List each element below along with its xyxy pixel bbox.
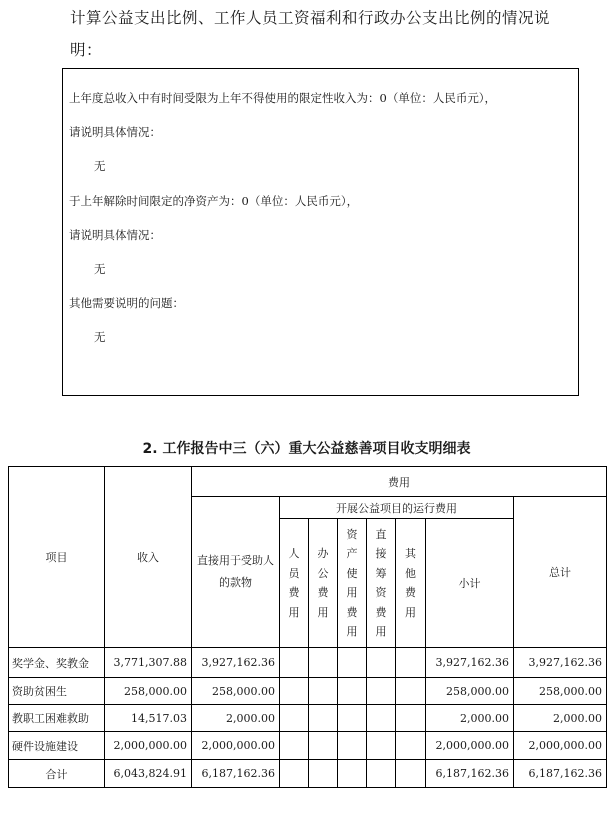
row-fundraising [367,648,396,678]
row-asset [338,648,367,678]
other-char: 用 [405,605,416,619]
office-char: 费 [317,586,329,599]
row-income: 258,000.00 [105,678,192,705]
fundraising-char: 接 [375,547,387,560]
row-office [309,760,338,788]
row-other [396,732,426,760]
row-direct: 3,927,162.36 [192,648,280,678]
office-char: 办 [317,547,329,560]
row-asset [338,678,367,705]
explanation-box [62,68,579,396]
table-row [9,678,607,705]
row-asset [338,732,367,760]
other-char: 费 [405,586,416,599]
table-row-total [9,760,607,788]
project-expense-table [8,466,607,788]
row-total: 6,187,162.36 [514,760,607,788]
row-asset [338,760,367,788]
row-personnel [280,648,309,678]
row-subtotal: 258,000.00 [426,678,514,705]
row-fundraising [367,732,396,760]
intro-line-1: 计算公益支出比例、工作人员工资福利和行政办公支出比例的情况说 [70,9,551,27]
restricted-income-line: 上年度总收入中有时间受限为上年不得使用的限定性收入为：0（单位：人民币元）， [69,91,497,105]
table-row [9,732,607,760]
header-expense: 费用 [192,467,607,497]
row-office [309,678,338,705]
intro-line-2: 明： [70,41,103,59]
header-asset [338,519,367,648]
header-office [309,519,338,648]
row-total: 2,000,000.00 [514,732,607,760]
row-total: 3,927,162.36 [514,648,607,678]
answer-none-3: 无 [94,330,106,344]
row-personnel [280,732,309,760]
office-char: 用 [317,605,329,619]
other-char: 他 [405,566,416,580]
asset-char: 使 [346,566,358,580]
row-fundraising [367,760,396,788]
header-direct: 直接用于受助人的款物 [192,497,280,648]
row-subtotal: 6,187,162.36 [426,760,514,788]
row-income: 3,771,307.88 [105,648,192,678]
row-subtotal: 3,927,162.36 [426,648,514,678]
other-issues-prompt: 其他需要说明的问题： [69,296,184,310]
fundraising-char: 用 [375,625,387,638]
fundraising-char: 费 [375,605,387,619]
explain-prompt-1: 请说明具体情况： [69,125,161,139]
table-row [9,648,607,678]
asset-char: 用 [346,625,358,638]
table-row [9,705,607,732]
asset-char: 产 [346,547,358,560]
row-income: 2,000,000.00 [105,732,192,760]
office-char: 公 [317,566,329,580]
header-row-1 [9,467,607,497]
personnel-char: 费 [288,586,300,599]
row-subtotal: 2,000.00 [426,705,514,732]
header-other [396,519,426,648]
personnel-char: 用 [288,605,300,619]
fundraising-char: 筹 [375,566,387,580]
asset-char: 用 [346,586,358,599]
fundraising-char: 资 [375,586,387,599]
row-item: 教职工困难救助 [9,705,105,732]
fundraising-char: 直 [375,527,387,541]
header-item: 项目 [9,467,105,648]
answer-none-1: 无 [94,159,106,173]
explain-prompt-2: 请说明具体情况： [69,228,161,242]
other-char: 其 [405,547,416,560]
row-item: 合计 [9,760,105,788]
row-subtotal: 2,000,000.00 [426,732,514,760]
answer-none-2: 无 [94,262,106,276]
row-fundraising [367,678,396,705]
header-subtotal: 小计 [426,519,514,648]
row-item: 硬件设施建设 [9,732,105,760]
header-fundraising [367,519,396,648]
row-personnel [280,705,309,732]
row-direct: 258,000.00 [192,678,280,705]
section-title: 2. 工作报告中三（六）重大公益慈善项目收支明细表 [142,441,471,457]
row-item: 资助贫困生 [9,678,105,705]
row-item: 奖学金、奖教金 [9,648,105,678]
row-total: 2,000.00 [514,705,607,732]
personnel-char: 员 [288,566,300,580]
row-other [396,705,426,732]
row-office [309,648,338,678]
row-personnel [280,678,309,705]
header-income: 收入 [105,467,192,648]
row-fundraising [367,705,396,732]
row-total: 258,000.00 [514,678,607,705]
row-other [396,648,426,678]
row-income: 14,517.03 [105,705,192,732]
asset-char: 费 [346,605,358,619]
header-total: 总计 [514,497,607,648]
row-office [309,705,338,732]
released-assets-line: 于上年解除时间限定的净资产为：0（单位：人民币元）， [69,194,359,208]
row-income: 6,043,824.91 [105,760,192,788]
row-office [309,732,338,760]
row-other [396,760,426,788]
row-personnel [280,760,309,788]
header-personnel [280,519,309,648]
intro-paragraph [70,2,590,66]
asset-char: 资 [346,527,358,541]
row-direct: 2,000.00 [192,705,280,732]
personnel-char: 人 [288,547,300,560]
row-asset [338,705,367,732]
row-other [396,678,426,705]
row-direct: 6,187,162.36 [192,760,280,788]
row-direct: 2,000,000.00 [192,732,280,760]
header-operating: 开展公益项目的运行费用 [280,497,514,519]
